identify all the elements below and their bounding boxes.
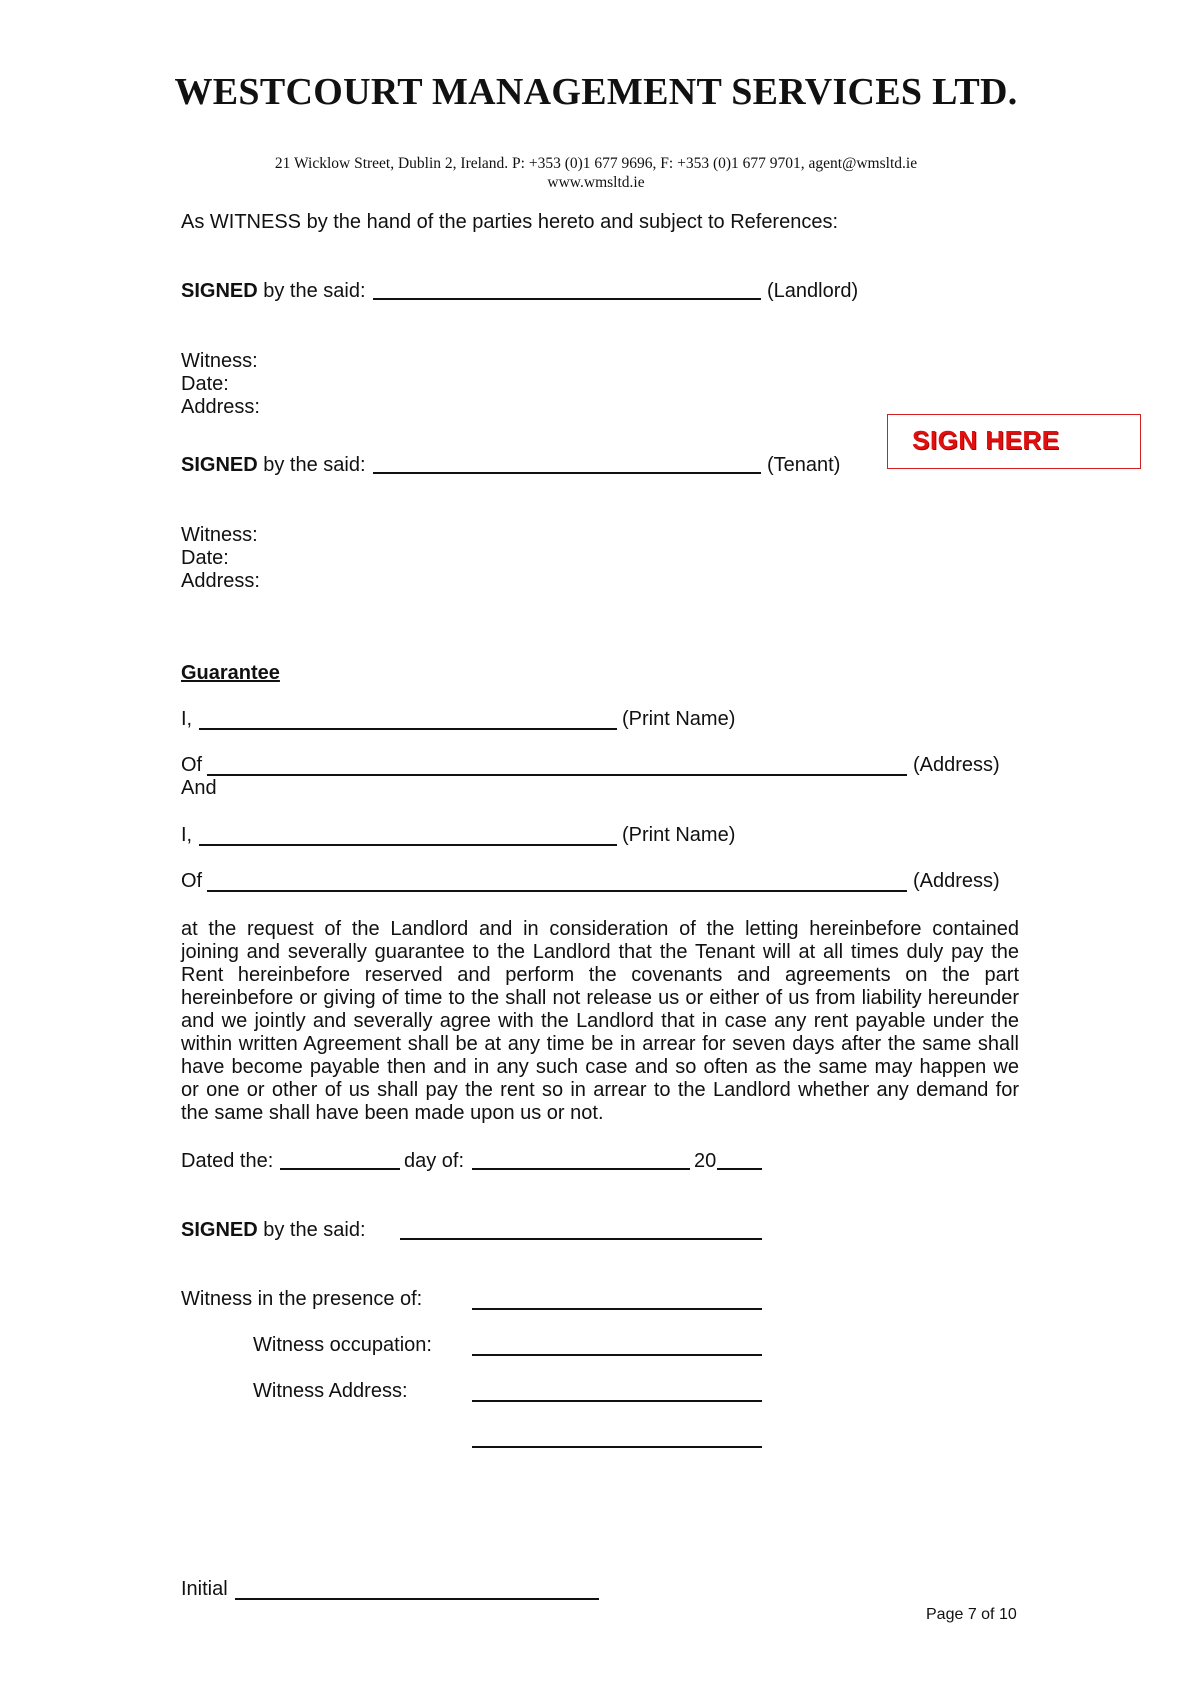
tenant-signature-line[interactable] (373, 472, 761, 474)
guarantor-1-i-label: I, (181, 708, 193, 730)
landlord-date-label: Date: (181, 373, 229, 395)
tenant-address-label: Address: (181, 570, 260, 592)
landlord-role-label: (Landlord) (767, 280, 859, 302)
company-website: www.wmsltd.ie (547, 174, 645, 191)
initial-label: Initial (181, 1578, 228, 1600)
initial-line[interactable] (235, 1598, 599, 1600)
sign-here-label: SIGN HERE (912, 425, 1060, 455)
signed-word: SIGNED (181, 280, 258, 302)
signed-word: SIGNED (181, 454, 258, 476)
day-of-label: day of: (404, 1150, 465, 1172)
and-label: And (181, 777, 217, 799)
dated-day-line[interactable] (280, 1168, 400, 1170)
paragraph-line: Rent hereinbefore reserved and perform the covenants and agreements on the part (181, 964, 1019, 986)
guarantor-2-i-label: I, (181, 824, 193, 846)
landlord-address-label: Address: (181, 396, 260, 418)
dated-year-line[interactable] (717, 1168, 762, 1170)
year-prefix-label: 20 (694, 1150, 717, 1172)
by-the-said-text: by the said: (257, 280, 366, 302)
company-name: WESTCOURT MANAGEMENT SERVICES LTD. (174, 71, 1018, 113)
paragraph-line: or one or other of us shall pay the rent so in arrear to the Landlord whether any demand for (181, 1079, 1019, 1101)
guarantor-signed-label (181, 1219, 366, 1242)
page-number: Page 7 of 10 (926, 1606, 1017, 1623)
paragraph-line: joining and severally guarantee to the Landlord that the Tenant will at all times duly pay the (181, 941, 1019, 963)
guarantor-2-print-name-label: (Print Name) (622, 824, 736, 846)
witness-intro: As WITNESS by the hand of the parties hereto and subject to References: (181, 211, 839, 233)
guarantor-1-of-label: Of (181, 754, 203, 776)
paragraph-line: hereinbefore or giving of time to the shall not release us or either of us from liability hereunder (181, 987, 1019, 1009)
witness-address-line-2[interactable] (472, 1446, 762, 1448)
by-the-said-text: by the said: (257, 1219, 366, 1241)
landlord-signature-line[interactable] (373, 298, 761, 300)
witness-presence-line[interactable] (472, 1308, 762, 1310)
guarantor-2-address-line[interactable] (207, 890, 907, 892)
guarantor-2-of-label: Of (181, 870, 203, 892)
signed-word: SIGNED (181, 1219, 258, 1241)
witness-address-line-1[interactable] (472, 1400, 762, 1402)
guarantee-heading: Guarantee (181, 662, 280, 684)
paragraph-line: within written Agreement shall be at any time be in arrear for seven days after the same shall (181, 1033, 1019, 1055)
witness-occupation-label: Witness occupation: (253, 1334, 432, 1356)
by-the-said-text: by the said: (257, 454, 366, 476)
witness-address-label: Witness Address: (253, 1380, 408, 1402)
paragraph-line: and we jointly and severally agree with the Landlord that in case any rent payable under the (181, 1010, 1019, 1032)
sign-here-box[interactable] (887, 414, 1141, 469)
witness-presence-label: Witness in the presence of: (181, 1288, 423, 1310)
tenant-witness-label: Witness: (181, 524, 258, 546)
paragraph-line: at the request of the Landlord and in consideration of the letting hereinbefore contained (181, 918, 1019, 940)
guarantor-1-print-name-label: (Print Name) (622, 708, 736, 730)
tenant-role-label: (Tenant) (767, 454, 841, 476)
company-contact-line: 21 Wicklow Street, Dublin 2, Ireland. P: +353 (0)1 677 9696, F: +353 (0)1 677 9701, agent@wmsltd.ie (274, 155, 918, 172)
guarantor-1-name-line[interactable] (199, 728, 617, 730)
paragraph-line: have become payable then and in any such case and so often as the same may happen we (181, 1056, 1019, 1078)
dated-month-line[interactable] (472, 1168, 690, 1170)
guarantor-1-address-line[interactable] (207, 774, 907, 776)
guarantor-2-name-line[interactable] (199, 844, 617, 846)
paragraph-line: the same shall have been made upon us or not. (181, 1102, 604, 1124)
guarantor-2-address-label: (Address) (913, 870, 1000, 892)
guarantee-paragraph (181, 918, 1019, 1125)
tenant-date-label: Date: (181, 547, 229, 569)
guarantor-signature-line[interactable] (400, 1238, 762, 1240)
tenant-signed-label (181, 454, 366, 477)
landlord-witness-label: Witness: (181, 350, 258, 372)
guarantor-1-address-label: (Address) (913, 754, 1000, 776)
dated-the-label: Dated the: (181, 1150, 274, 1172)
witness-occupation-line[interactable] (472, 1354, 762, 1356)
landlord-signed-label (181, 280, 366, 303)
